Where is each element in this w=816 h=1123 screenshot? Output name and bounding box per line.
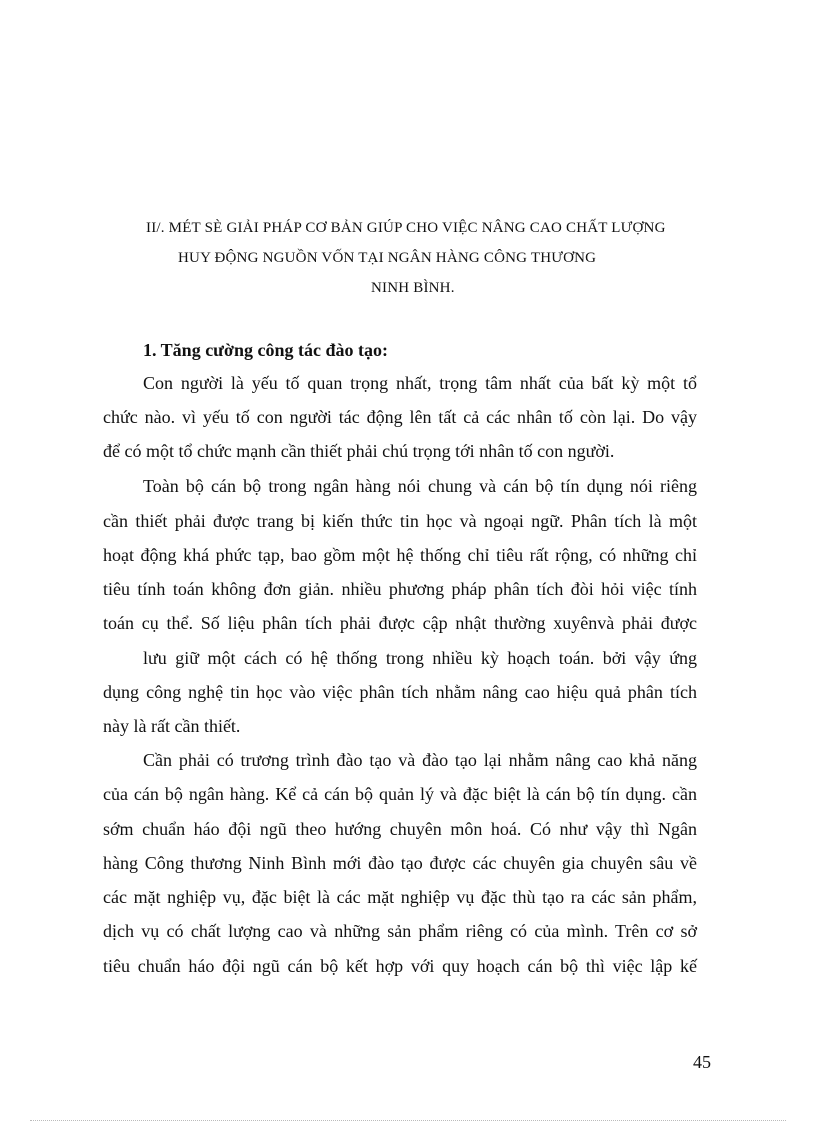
paragraph-3-line-5: các mặt nghiệp vụ, đặc biệt là các mặt nghiệp vụ đặc thù tạo ra các sản phẩm,: [103, 887, 697, 907]
paragraph-2-line-2: cần thiết phải được trang bị kiến thức tin học và ngoại ngữ. Phân tích là một: [103, 511, 697, 531]
paragraph-3-line-1: Cần phải có trương trình đào tạo và đào tạo lại nhằm nâng cao khả năng: [143, 750, 697, 770]
paragraph-1-line-1: Con người là yếu tố quan trọng nhất, trọng tâm nhất của bất kỳ một tổ: [143, 373, 697, 393]
paragraph-3-line-7: tiêu chuẩn háo đội ngũ cán bộ kết hợp với quy hoạch cán bộ thì việc lập kế: [103, 956, 697, 976]
paragraph-2-line-7: dụng công nghệ tin học vào việc phân tích nhằm nâng cao hiệu quả phân tích: [103, 682, 697, 702]
paragraph-1-line-3: để có một tổ chức mạnh cần thiết phải chú trọng tới nhân tố con người.: [103, 441, 615, 461]
subsection-title: 1. Tăng cường công tác đào tạo:: [143, 340, 388, 360]
paragraph-2-line-1: Toàn bộ cán bộ trong ngân hàng nói chung và cán bộ tín dụng nói riêng: [143, 476, 697, 496]
section-heading-line-3: NINH BÌNH.: [371, 280, 455, 296]
paragraph-3-line-3: sớm chuẩn háo đội ngũ theo hướng chuyên môn hoá. Có như vậy thì Ngân: [103, 819, 697, 839]
paragraph-3-line-2: của cán bộ ngân hàng. Kể cả cán bộ quản lý và đặc biệt là cán bộ tín dụng. cần: [103, 784, 697, 804]
paragraph-3-line-4: hàng Công thương Ninh Bình mới đào tạo được các chuyên gia chuyên sâu về: [103, 853, 697, 873]
section-heading-line-2: HUY ĐỘNG NGUỒN VỐN TẠI NGÂN HÀNG CÔNG THƯƠNG: [178, 250, 597, 266]
paragraph-2-line-4: tiêu tính toán không đơn giản. nhiều phương pháp phân tích đòi hỏi việc tính: [103, 579, 697, 599]
page-bottom-rule: [30, 1120, 786, 1121]
section-heading-line-1: II/. MÉT SÈ GIẢI PHÁP CƠ BẢN GIÚP CHO VIỆC NÂNG CAO CHẤT LƯỢNG: [146, 220, 666, 236]
paragraph-2-line-3: hoạt động khá phức tạp, bao gồm một hệ thống chỉ tiêu rất rộng, có những chỉ: [103, 545, 697, 565]
paragraph-1-line-2: chức nào. vì yếu tố con người tác động lên tất cả các nhân tố còn lại. Do vậy: [103, 407, 697, 427]
paragraph-2-line-6: lưu giữ một cách có hệ thống trong nhiều kỳ hoạch toán. bởi vậy ứng: [143, 648, 697, 668]
paragraph-2-line-8: này là rất cần thiết.: [103, 716, 241, 736]
paragraph-2-line-5: toán cụ thể. Số liệu phân tích phải được cập nhật thường xuyênvà phải được: [103, 613, 697, 633]
page-number: 45: [693, 1052, 711, 1072]
paragraph-3-line-6: dịch vụ có chất lượng cao và những sản phẩm riêng có của mình. Trên cơ sở: [103, 921, 697, 941]
